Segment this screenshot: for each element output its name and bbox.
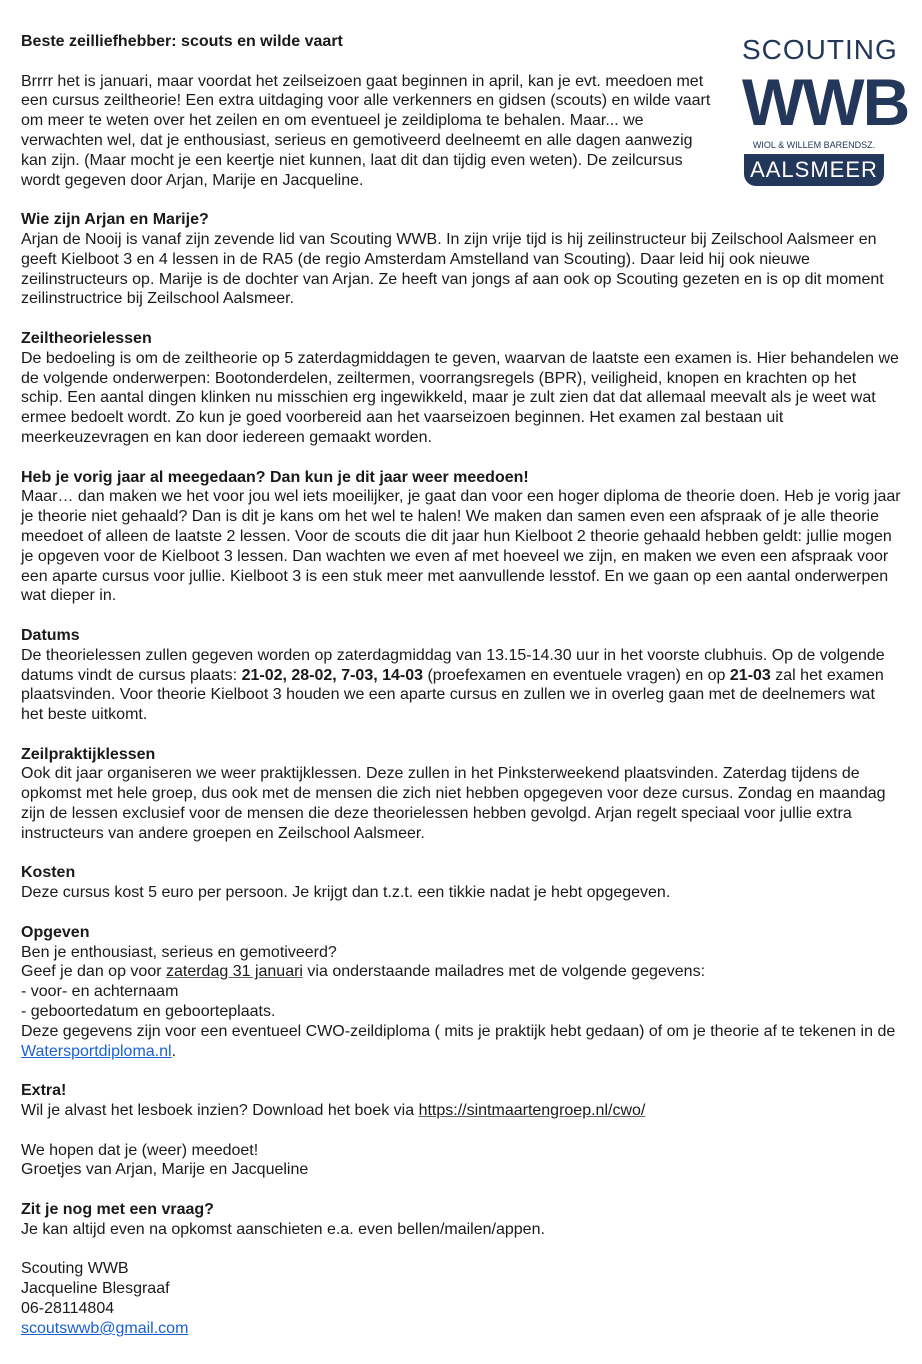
section-heading: Zeilpraktijklessen xyxy=(21,745,156,763)
logo-main-text: WWB xyxy=(742,65,909,139)
section-who xyxy=(21,210,901,309)
closing-paragraph xyxy=(21,1141,901,1181)
section-body: De bedoeling is om de zeiltheorie op 5 zaterdagmiddagen te geven, waarvan de laatste een examen is. Hier behandelen we de volgende onderwerpen: Bootonderdelen, zeiltermen, voorrangsregels (BPR), veiligheid, knopen en krachten op het schip. Een aantal dingen klinken nu misschien erg ingewikkeld, maar je zult zien dat dat allemaal meevalt als je weet wat ermee bedoelt wordt. Zo kun je goed voorbereid aan het vaarseizoen beginnen. Het examen zal bestaan uit meerkeuzevragen en kan door iedereen gemaakt worden. xyxy=(21,349,899,446)
signup-period: . xyxy=(171,1042,177,1060)
intro-paragraph: Brrrr het is januari, maar voordat het zeilseizoen gaat beginnen in april, kan je evt. meedoen met een cursus zeiltheorie! Een extra uitdaging voor alle verkenners en gidsen (scouts) en wilde vaart om meer te weten over het zeilen en om eventueel je zeildiploma te behalen. Maar... we verwachten wel, dat je enthousiast, serieus en gemotiveerd deelneemt en alle dagen aanwezig kan zijn. (Maar mocht je een keertje niet kunnen, laat dit dan tijdig even weten). De zeilcursus wordt gegeven door Arjan, Marije en Jacqueline. xyxy=(21,72,711,189)
section-question xyxy=(21,1200,901,1240)
exam-date: 21-03 xyxy=(729,666,771,684)
section-costs xyxy=(21,863,901,903)
section-heading: Datums xyxy=(21,626,80,644)
signup-line: Geef je dan op voor xyxy=(21,963,166,981)
lesboek-link[interactable]: https://sintmaartengroep.nl/cwo/ xyxy=(418,1102,646,1120)
logo-place-banner: AALSMEER xyxy=(744,154,884,186)
section-returning xyxy=(21,468,901,607)
section-body: Je kan altijd even na opkomst aanschieten e.a. even bellen/mailen/appen. xyxy=(21,1220,545,1238)
section-heading: Zeiltheorielessen xyxy=(21,329,152,347)
signup-line: Deze gegevens zijn voor een eventueel CWO-zeildiploma ( mits je praktijk hebt gedaan) of om je theorie af te tekenen in de xyxy=(21,1022,896,1040)
email-title: Beste zeilliefhebber: scouts en wilde vaart xyxy=(21,33,343,50)
section-practice xyxy=(21,745,901,844)
logo-sub-text: WIOL & WILLEM BARENDSZ. xyxy=(752,140,876,150)
section-body: Deze cursus kost 5 euro per persoon. Je krijgt dan t.z.t. een tikkie nadat je hebt opgegeven. xyxy=(21,884,671,902)
section-body xyxy=(21,943,901,1062)
section-body xyxy=(21,1101,901,1121)
section-extra xyxy=(21,1081,901,1121)
section-body: Maar… dan maken we het voor jou wel iets moeilijker, je gaat dan voor een hoger diploma de theorie doen. Heb je vorig jaar je theorie niet gehaald? Dan is dit je kans om het wel te halen! We maken dan samen even een afspraak of je alle theorie meedoet of alleen de laatste 2 lessen. Voor de scouts die dit jaar hun Kielboot 2 theorie gehaald hebben geldt: jullie mogen je opgeven voor de Kielboot 3 lessen. Dan wachten we even af met hoeveel we zijn, en maken we even een afspraak voor een aparte cursus voor jullie. Kielboot 3 is een stuk meer met aanvullende lesstof. En we gaan op een aantal onderwerpen wat dieper in. xyxy=(21,488,901,605)
extra-text: Wil je alvast het lesboek inzien? Download het boek via xyxy=(21,1102,419,1120)
signup-deadline: zaterdag 31 januari xyxy=(165,963,303,981)
closing-line: Groetjes van Arjan, Marije en Jacqueline xyxy=(21,1161,309,1179)
dates-text: zal het examen plaatsvinden. Voor theorie Kielboot 3 houden we een aparte cursus en zullen we in overleg gaan met de deelnemers wat het beste uitkomt. xyxy=(21,666,884,724)
section-heading: Kosten xyxy=(21,864,76,882)
email-body xyxy=(21,32,909,1339)
logo-top-text: SCOUTING xyxy=(742,34,898,65)
section-heading: Extra! xyxy=(21,1082,67,1100)
signup-item: - voor- en achternaam xyxy=(21,983,179,1001)
section-closing xyxy=(21,1141,901,1181)
closing-line: We hopen dat je (weer) meedoet! xyxy=(21,1141,259,1159)
section-signup xyxy=(21,923,901,1062)
signature-email-link[interactable]: scoutswwb@gmail.com xyxy=(21,1319,189,1337)
section-dates xyxy=(21,626,901,725)
section-theory xyxy=(21,329,901,448)
section-body: Arjan de Nooij is vanaf zijn zevende lid van Scouting WWB. In zijn vrije tijd is hij zeilinstructeur bij Zeilschool Aalsmeer en geeft Kielboot 3 en 4 lessen in de RA5 (de regio Amsterdam Amstelland van Scouting). Daar leid hij ook nieuwe zeilinstructeurs op. Marije is de dochter van Arjan. Ze heeft van jongs af aan ook op Scouting gezeten en is op dit moment zeilinstructrice bij Zeilschool Aalsmeer. xyxy=(21,230,884,308)
signup-line: Ben je enthousiast, serieus en gemotiveerd? xyxy=(21,943,337,961)
course-dates: 21-02, 28-02, 7-03, 14-03 xyxy=(241,666,424,684)
dates-text: De theorielessen zullen gegeven worden op zaterdagmiddag van 13.15-14.30 uur in het voorste clubhuis. Op de volgende datums vindt de cursus plaats: xyxy=(21,646,885,684)
section-body: Ook dit jaar organiseren we weer praktijklessen. Deze zullen in het Pinksterweekend plaatsvinden. Zaterdag tijdens de opkomst met hele groep, dus ook met de mensen die zich niet hebben opgegeven voor deze cursus. Zondag en maandag zijn de lessen exclusief voor de mensen die deze theorielessen hebben gevolgd. Arjan regelt speciaal voor jullie extra instructeurs van andere groepen en Zeilschool Aalsmeer. xyxy=(21,765,886,842)
section-body xyxy=(21,646,901,725)
signup-line: via onderstaande mailadres met de volgende gegevens: xyxy=(302,963,706,981)
section-heading: Opgeven xyxy=(21,923,90,941)
signature-org: Scouting WWB xyxy=(21,1260,129,1278)
section-heading: Zit je nog met een vraag? xyxy=(21,1201,214,1219)
dates-text: (proefexamen en eventuele vragen) en op xyxy=(423,666,730,684)
section-heading: Heb je vorig jaar al meegedaan? Dan kun je dit jaar weer meedoen! xyxy=(21,468,529,486)
signature xyxy=(21,1259,901,1338)
signature-phone: 06-28114804 xyxy=(21,1300,115,1317)
section-heading: Wie zijn Arjan en Marije? xyxy=(21,211,209,229)
signup-item: - geboortedatum en geboorteplaats. xyxy=(21,1003,276,1021)
watersportdiploma-link[interactable]: Watersportdiploma.nl xyxy=(21,1042,172,1060)
signature-name: Jacqueline Blesgraaf xyxy=(21,1280,170,1298)
